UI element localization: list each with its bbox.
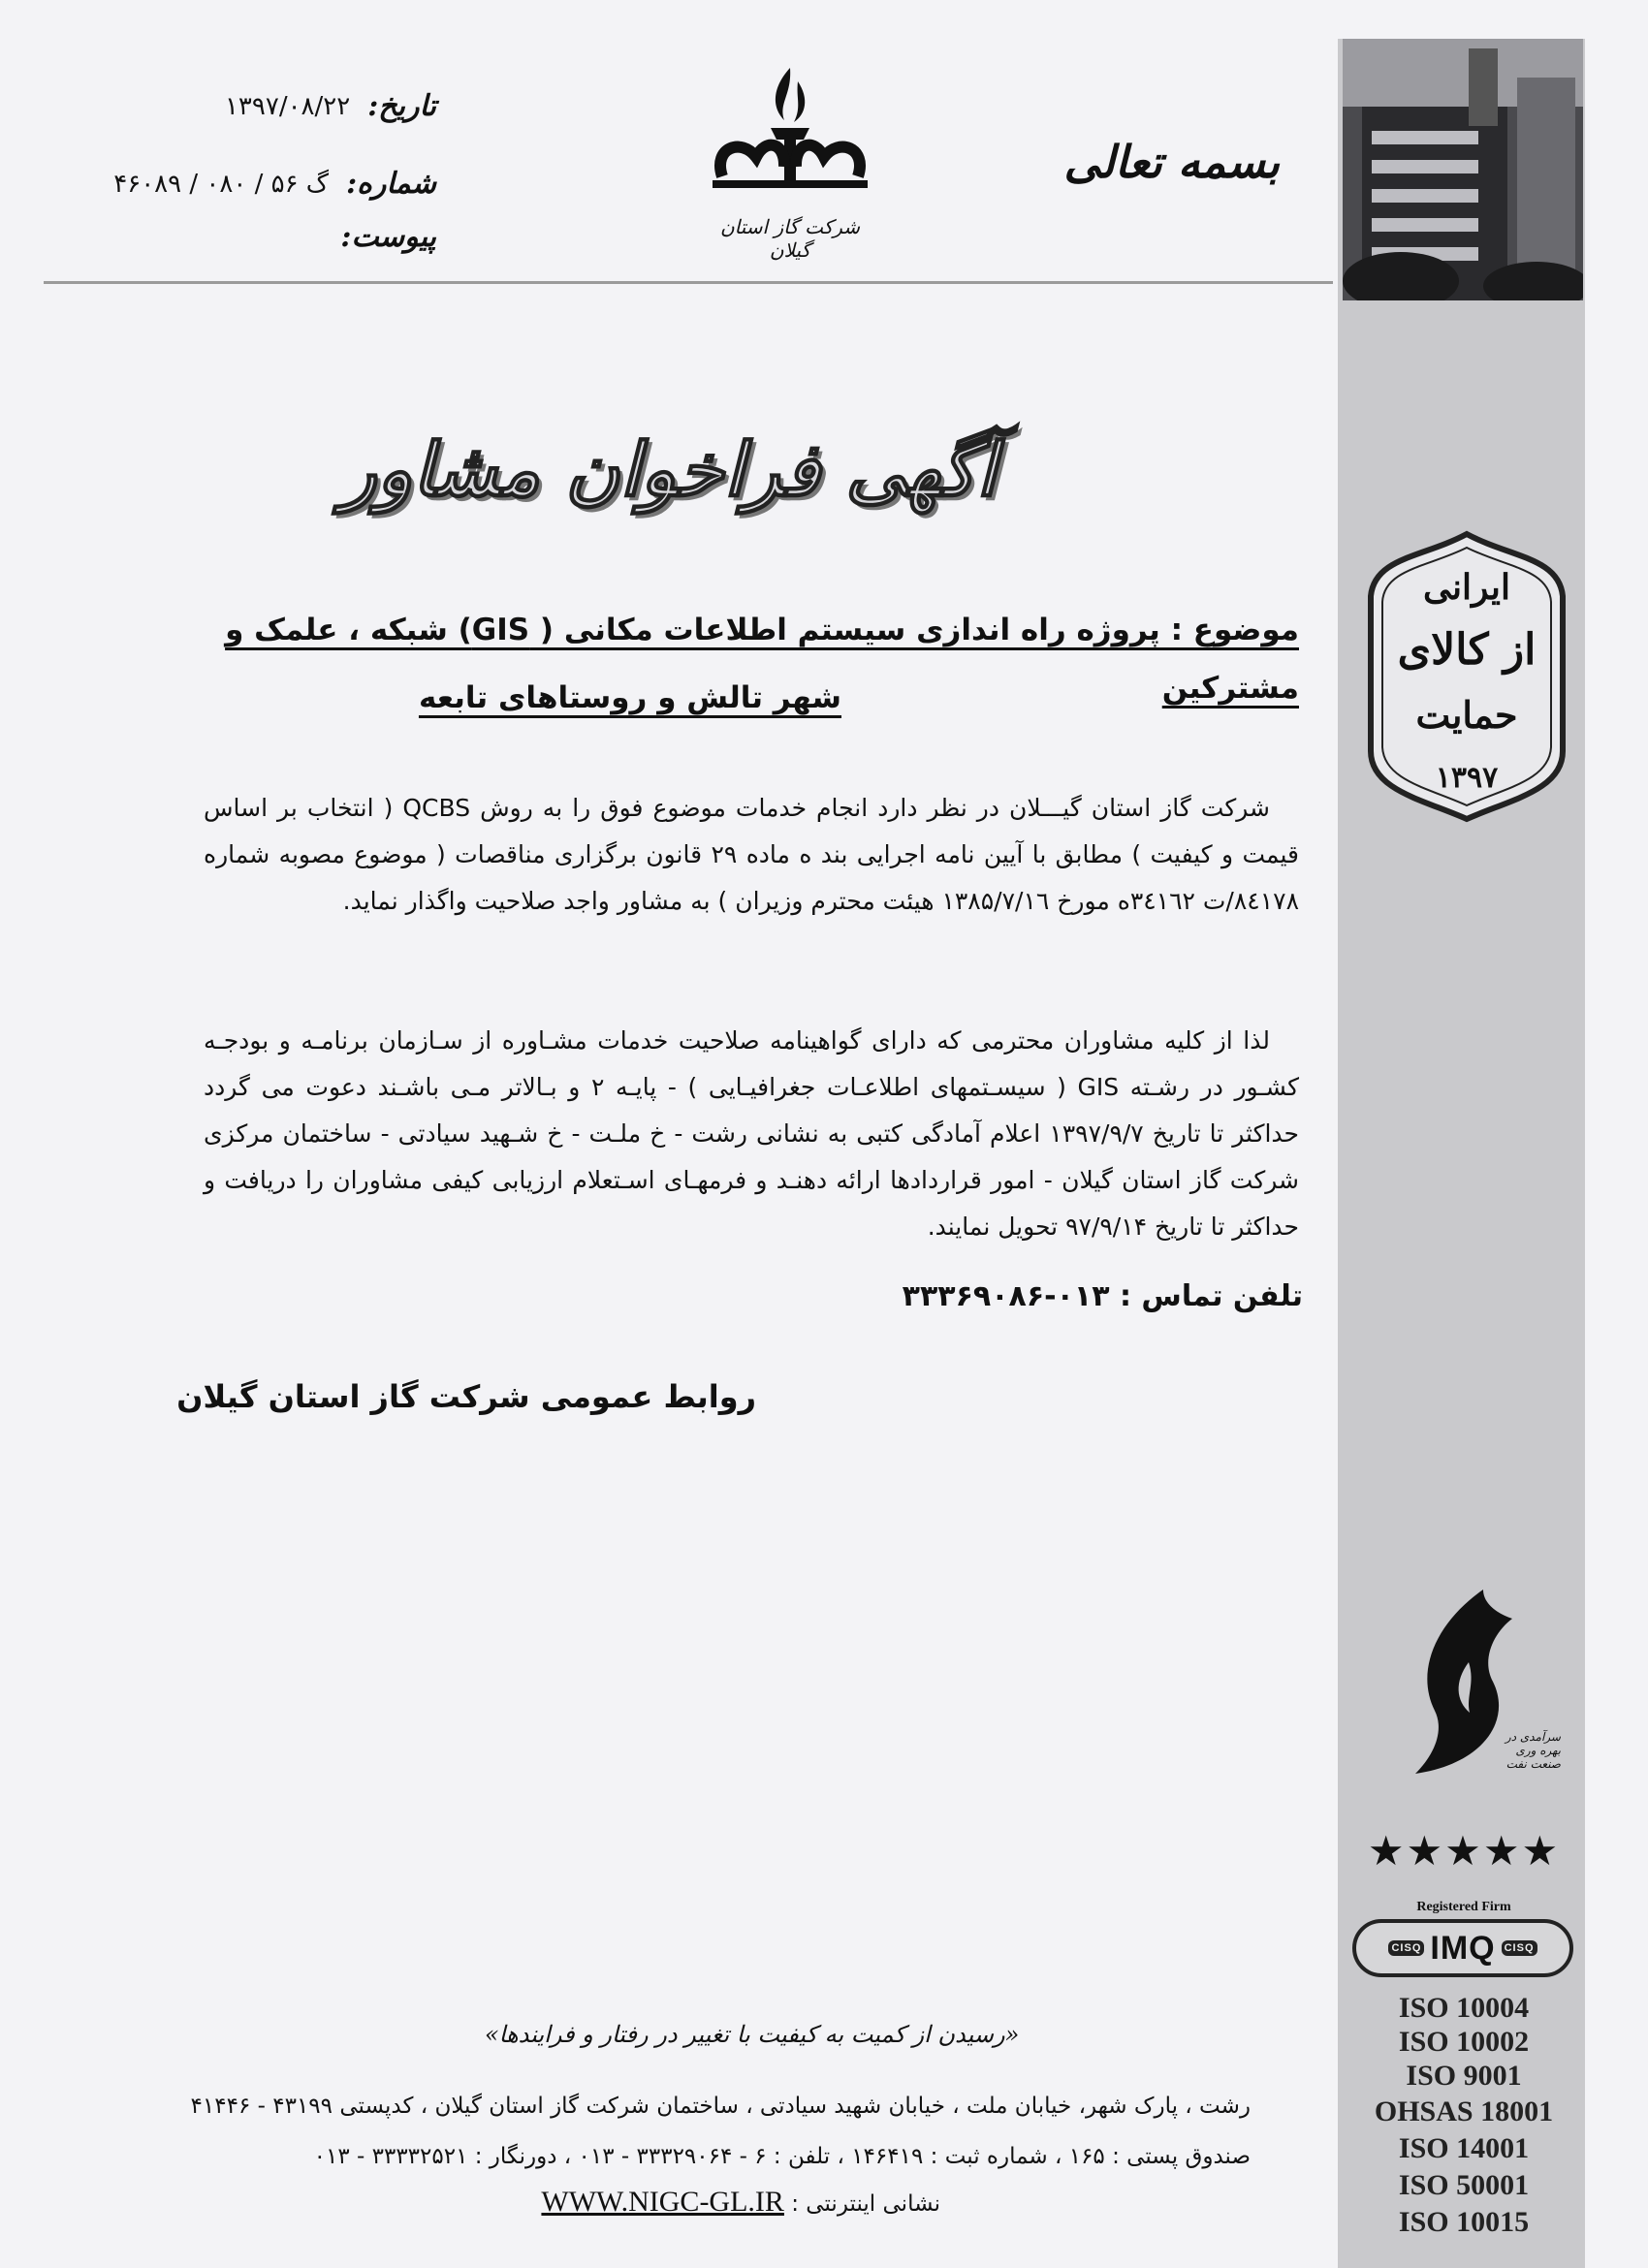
body-paragraph-2 xyxy=(204,1018,1299,1250)
attachment-label: پیوست: xyxy=(340,220,436,254)
building-photo xyxy=(1343,39,1583,300)
date-label: تاریخ: xyxy=(367,89,436,123)
attachment-row xyxy=(340,220,436,254)
paragraph-2-text: لذا از کلیه مشاوران محترمی که دارای گواهینامه صلاحیت خدمات مشـاوره از سـازمان برنامـه و بودجـه کشـور در رشـته GIS ( سیسـتمهای اطلاعـات جغرافیـایی ) - پایـه ۲ و بـالاتر مـی باشـند دعوت می گردد حداکثر تا تاریخ ۱۳۹۷/۹/۷ اعلام آمادگی کتبی به نشانی رشت - خ ملـت - خ شـهید سیادتی - ساختمان مرکزی شرکت گاز استان گیلان - امور قراردادها ارائه دهنـد و فرمهـای اسـتعلام ارزیابی کیفی مشاوران را دریافت و حداکثر تا تاریخ ۹۷/۹/۱۴ تحویل نمایند. xyxy=(204,1026,1299,1241)
number-value: گ ۵۶ / ۰۸۰ / ۴۶۰۸۹ xyxy=(113,169,330,199)
iranian-goods-seal xyxy=(1365,528,1569,824)
ohsas-18001: OHSAS 18001 xyxy=(1374,2095,1554,2127)
subject-line-1: موضوع : پروژه راه اندازی سیستم اطلاعات مکانی ( GIS) شبکه ، علمک و مشترکین xyxy=(225,613,1299,706)
signature-public-relations: روابط عمومی شرکت گاز استان گیلان xyxy=(176,1378,756,1415)
logo-caption: شرکت گاز استان گیلان xyxy=(719,215,861,262)
footer-website-row xyxy=(541,2186,940,2219)
company-logo xyxy=(703,60,877,264)
date-value: ۱۳۹۷/۰۸/۲۲ xyxy=(224,91,351,121)
bismillah-heading: بسمه تعالی xyxy=(1063,136,1280,188)
header-divider xyxy=(44,281,1333,284)
paragraph-1-text: شرکت گاز استان گیـــلان در نظر دارد انجام خدمات موضوع فوق را به روش QCBS ( انتخاب بر اساس قیمت و کیفیت ) مطابق با آیین نامه اجرایی بند ه ماده ۲۹ قانون برگزاری مناقصات ( موضوع مصوبه شماره ۸٤۱۷۸/ت ۳٤۱٦۲ه مورخ ۱۳۸۵/۷/۱٦ هیئت محترم وزیران ) به مشاور واجد صلاحیت واگذار نماید. xyxy=(204,794,1300,915)
footer-address: رشت ، پارک شهر، خیابان ملت ، خیابان شهید سیادتی ، ساختمان شرکت گاز استان گیلان ، کدپستی ۴۳۱۹۹ - ۴۱۴۴۶ xyxy=(190,2094,1251,2119)
date-row xyxy=(225,89,436,123)
excellence-emblem xyxy=(1377,1585,1561,1817)
seal-text-top: ایرانی xyxy=(1423,567,1510,608)
seal-text-middle: از کالای xyxy=(1397,625,1537,675)
contact-phone: تلفن تماس : ۰۱۳-۳۳۳۶۹۰۸۶ xyxy=(902,1279,1303,1313)
cisq-right-icon: CISQ xyxy=(1502,1940,1537,1956)
imq-logo-text: IMQ xyxy=(1430,1929,1496,1967)
document-title: آگهی فراخوان مشاور xyxy=(340,426,998,513)
cisq-left-icon: CISQ xyxy=(1388,1940,1424,1956)
number-row xyxy=(113,167,436,201)
gas-flame-logo-icon xyxy=(703,60,877,205)
website-label: نشانی اینترنتی : xyxy=(791,2191,940,2217)
iso-9001: ISO 9001 xyxy=(1406,2060,1522,2092)
footer-postal-contact: صندوق پستی : ۱۶۵ ، شماره ثبت : ۱۴۶۴۱۹ ، تلفن : ۶ - ۳۳۳۲۹۰۶۴ - ۰۱۳ ، دورنگار : ۳۳۳۳۲۵۲۱ - ۰۱۳ xyxy=(313,2144,1251,2169)
iso-10004: ISO 10004 xyxy=(1398,1992,1530,2024)
registered-firm-label: Registered Firm xyxy=(1416,1900,1511,1914)
body-paragraph-1 xyxy=(204,785,1299,925)
imq-badge xyxy=(1352,1919,1573,1977)
iso-10002: ISO 10002 xyxy=(1398,2026,1530,2058)
iso-14001: ISO 14001 xyxy=(1398,2132,1530,2164)
seal-year: ۱۳۹۷ xyxy=(1435,761,1499,795)
seal-text-low: حمایت xyxy=(1415,693,1518,737)
rating-stars: ★★★★★ xyxy=(1367,1827,1561,1874)
subject-line-2: شهر تالش و روستاهای تابعه xyxy=(418,680,842,715)
iso-10015: ISO 10015 xyxy=(1398,2206,1530,2238)
emblem-caption: سرآمدی در بهره وری صنعت نفت xyxy=(1505,1730,1561,1771)
iso-50001: ISO 50001 xyxy=(1398,2169,1530,2201)
footer-motto: «رسیدن از کمیت به کیفیت با تغییر در رفتار و فرایندها» xyxy=(485,2021,1020,2048)
number-label: شماره: xyxy=(346,167,436,201)
website-link[interactable]: WWW.NIGC-GL.IR xyxy=(541,2186,784,2218)
